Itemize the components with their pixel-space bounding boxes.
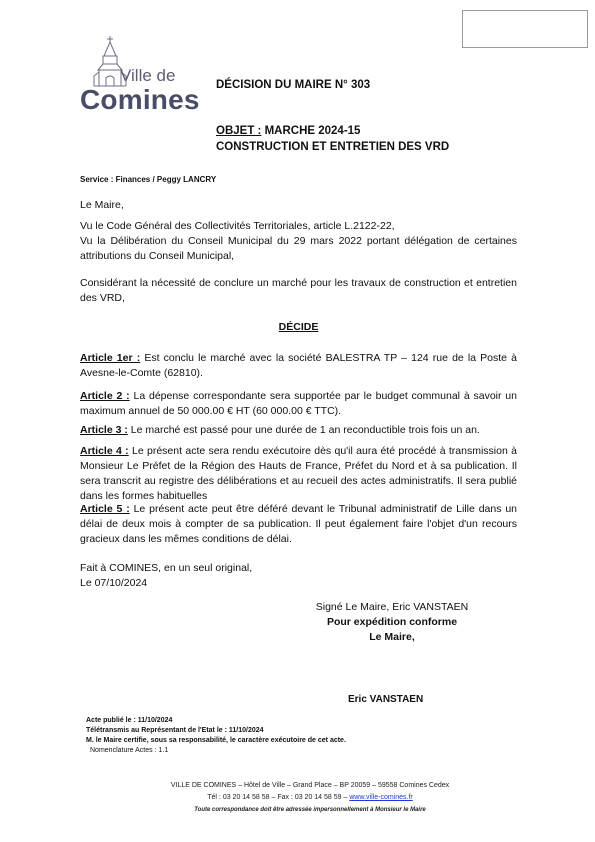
signature-line1: Signé Le Maire, Eric VANSTAEN <box>315 601 469 613</box>
stamp-box <box>462 10 588 48</box>
city-logo <box>80 36 200 118</box>
service-line: Service : Finances / Peggy LANCRY <box>80 175 217 184</box>
signature-block <box>272 600 512 645</box>
article-3 <box>80 423 517 438</box>
address-line3: Toute correspondance doit être adressée impersonnellement à Monsieur le Maire <box>194 807 426 813</box>
article-2-text: La dépense correspondante sera supportée par le budget communal à savoir un maximum annuel de 50 000.00 € HT (60 000.00 € TTC). <box>80 390 517 417</box>
phone-fax: Tél : 03 20 14 58 58 – Fax : 03 20 14 58 59 – <box>207 794 350 801</box>
article-2 <box>80 389 517 419</box>
decide-heading: DÉCIDE <box>278 321 319 333</box>
address-line1: VILLE DE COMINES – Hôtel de Ville – Grand Place – BP 20059 – 59558 Comines Cedex <box>170 782 450 789</box>
objet-block <box>216 123 449 155</box>
article-1-text: Est conclu le marché avec la société BALESTRA TP – 124 rue de la Poste à Avesne-le-Comte (62810). <box>80 352 517 379</box>
objet-value: MARCHE 2024-15 <box>261 125 361 137</box>
logo-large-text: Comines <box>80 84 200 115</box>
signature-name: Eric VANSTAEN <box>348 694 424 705</box>
nomenclature: Nomenclature Actes : 1.1 <box>90 747 169 754</box>
fait-a: Fait à COMINES, en un seul original, <box>80 562 253 574</box>
article-2-label: Article 2 : <box>80 390 130 402</box>
considerant: Considérant la nécessité de conclure un marché pour les travaux de construction et entretien des VRD, <box>80 277 517 304</box>
article-4-text: Le présent acte sera rendu exécutoire dès qu'il aura été procédé à transmission à Monsieur Le Préfet de la Région des Hauts de France, Préfet du Nord et à sa publication. Il sera transcrit au registre des délibérations et au recueil des actes administratifs. Il sera publié dans les formes habituelles <box>80 445 517 502</box>
footer-address <box>100 780 520 816</box>
teletransmis: Télétransmis au Représentant de l'Etat le : 11/10/2024 <box>86 727 264 734</box>
salutation: Le Maire, <box>80 199 124 211</box>
objet-line2: CONSTRUCTION ET ENTRETIEN DES VRD <box>216 141 450 153</box>
website-link[interactable]: www.ville-comines.fr <box>349 794 413 801</box>
date: Le 07/10/2024 <box>80 577 148 589</box>
acte-publie: Acte publié le : 11/10/2024 <box>86 717 173 724</box>
article-1 <box>80 351 517 381</box>
certifie: M. le Maire certifie, sous sa responsabilité, le caractère exécutoire de cet acte. <box>86 737 346 744</box>
article-5 <box>80 502 517 547</box>
address-line2 <box>100 792 520 804</box>
article-1-label: Article 1er : <box>80 352 141 364</box>
footer-notes <box>86 716 346 756</box>
article-3-text: Le marché est passé pour une durée de 1 an reconductible trois fois un an. <box>127 424 480 436</box>
article-5-label: Article 5 : <box>80 503 130 515</box>
article-3-label: Article 3 : <box>80 424 128 436</box>
article-5-text: Le présent acte peut être déféré devant le Tribunal administratif de Lille dans un délai de deux mois à compter de sa publication. Il peut également faire l'objet d'un recours gracieux dans les mêmes conditions de délai. <box>80 503 517 545</box>
objet-label: OBJET : <box>216 125 262 137</box>
vu-1: Vu le Code Général des Collectivités Territoriales, article L.2122-22, <box>80 220 395 232</box>
signature-line3: Le Maire, <box>369 631 415 643</box>
vu-2: Vu la Délibération du Conseil Municipal du 29 mars 2022 portant délégation de certaines attributions du Conseil Municipal, <box>80 235 517 262</box>
decision-title: DÉCISION DU MAIRE N° 303 <box>216 79 371 91</box>
signature-line2: Pour expédition conforme <box>326 616 458 628</box>
article-4 <box>80 444 517 504</box>
article-4-label: Article 4 : <box>80 445 129 457</box>
logo-small-text: Ville de <box>120 66 176 85</box>
